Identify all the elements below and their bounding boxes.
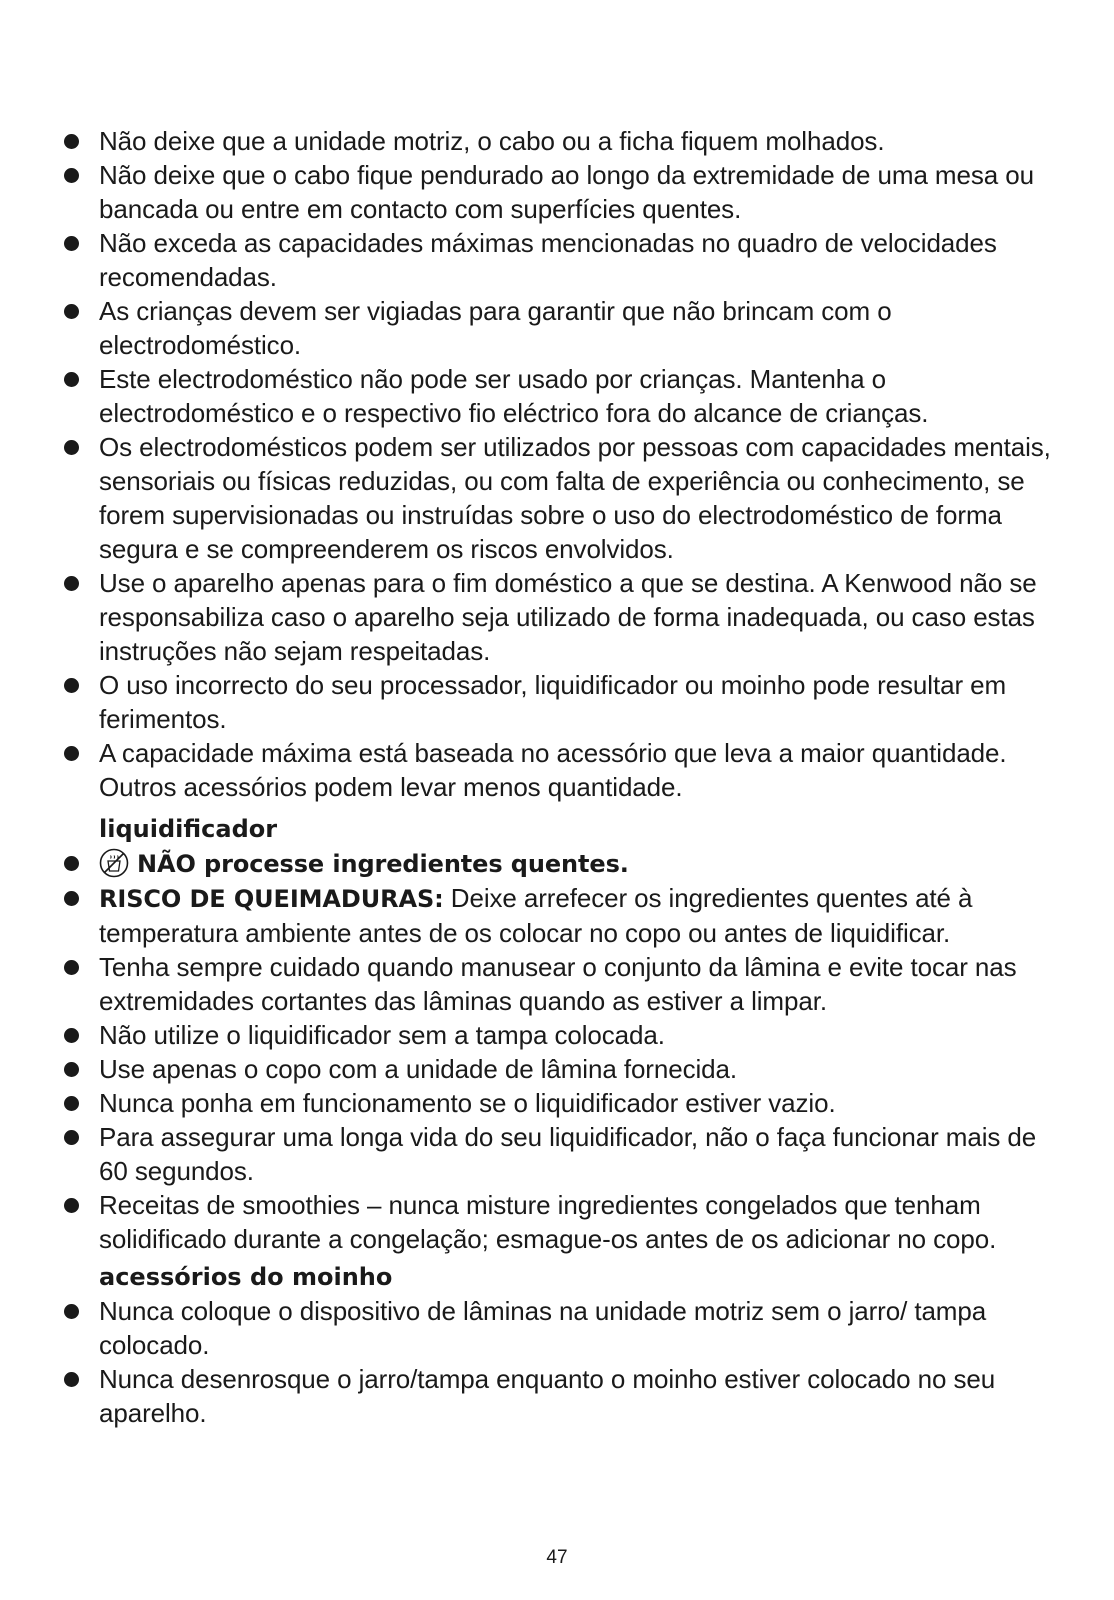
bullet [64,236,79,251]
list-item: As crianças devem ser vigiadas para garantir que não brincam com o electrodoméstico. [63,294,1063,362]
list-item: Nunca ponha em funcionamento se o liquidificador estiver vazio. [63,1086,1063,1120]
bullet [64,440,79,455]
bullet [64,168,79,183]
bullet [64,1028,79,1043]
list-item: Nunca desenrosque o jarro/tampa enquanto o moinho estiver colocado no seu aparelho. [63,1362,1063,1430]
list-item: Não deixe que a unidade motriz, o cabo ou a ficha fiquem molhados. [63,124,1063,158]
list-item: Não exceda as capacidades máximas mencionadas no quadro de velocidades recomendadas. [63,226,1063,294]
bullet [64,372,79,387]
bullet [64,1372,79,1387]
bullet [64,1130,79,1145]
list-item: Os electrodomésticos podem ser utilizados por pessoas com capacidades mentais, sensoriais ou físicas reduzidas, ou com falta de experiência ou conhecimento, se forem supervisionadas ou instruídas sobre o uso do electrodoméstico de forma segura e se compreenderem os riscos envolvidos. [63,430,1063,566]
bullet [64,1062,79,1077]
list-item: Não deixe que o cabo fique pendurado ao longo da extremidade de uma mesa ou bancada ou entre em contacto com superfícies quentes. [63,158,1063,226]
bullet [64,746,79,761]
section-heading-blender: liquidificador [99,815,278,843]
bullet [64,1304,79,1319]
bullet [64,304,79,319]
section-heading-mill: acessórios do moinho [99,1263,393,1291]
bullet [64,960,79,975]
list-item: A capacidade máxima está baseada no acessório que leva a maior quantidade. Outros acessórios podem levar menos quantidade. [63,736,1063,804]
bullet [64,576,79,591]
bullet [64,134,79,149]
list-item: Este electrodoméstico não pode ser usado por crianças. Mantenha o electrodoméstico e o respectivo fio eléctrico fora do alcance de crianças. [63,362,1063,430]
list-item: Receitas de smoothies – nunca misture ingredientes congelados que tenham solidificado durante a congelação; esmague-os antes de os adicionar no copo. [63,1188,1063,1256]
burn-risk-warning: RISCO DE QUEIMADURAS: Deixe arrefecer os ingredientes quentes até à temperatura ambiente antes de os colocar no copo ou antes de liquidificar. [63,881,1063,950]
list-item: Para assegurar uma longa vida do seu liquidificador, não o faça funcionar mais de 60 segundos. [63,1120,1063,1188]
bullet [64,678,79,693]
list-item: O uso incorrecto do seu processador, liquidificador ou moinho pode resultar em ferimentos. [63,668,1063,736]
bullet [64,856,79,871]
bullet [64,1198,79,1213]
page-number: 47 [546,1547,568,1568]
list-item: Não utilize o liquidificador sem a tampa colocada. [63,1018,1063,1052]
list-item: Use o aparelho apenas para o fim doméstico a que se destina. A Kenwood não se responsabiliza caso o aparelho seja utilizado de forma inadequada, ou caso estas instruções não sejam respeitadas. [63,566,1063,668]
list-item: Tenha sempre cuidado quando manusear o conjunto da lâmina e evite tocar nas extremidades cortantes das lâminas quando as estiver a limpar. [63,950,1063,1018]
no-hot-ingredients-icon [99,848,129,878]
list-item: Nunca coloque o dispositivo de lâminas na unidade motriz sem o jarro/ tampa colocado. [63,1294,1063,1362]
hot-ingredients-warning: NÃO processe ingredientes quentes. [63,846,1063,881]
list-item: Use apenas o copo com a unidade de lâmina fornecida. [63,1052,1063,1086]
safety-content [63,124,1063,1430]
burn-risk-label: RISCO DE QUEIMADURAS: [99,885,444,913]
bullet [64,891,79,906]
bullet [64,1096,79,1111]
